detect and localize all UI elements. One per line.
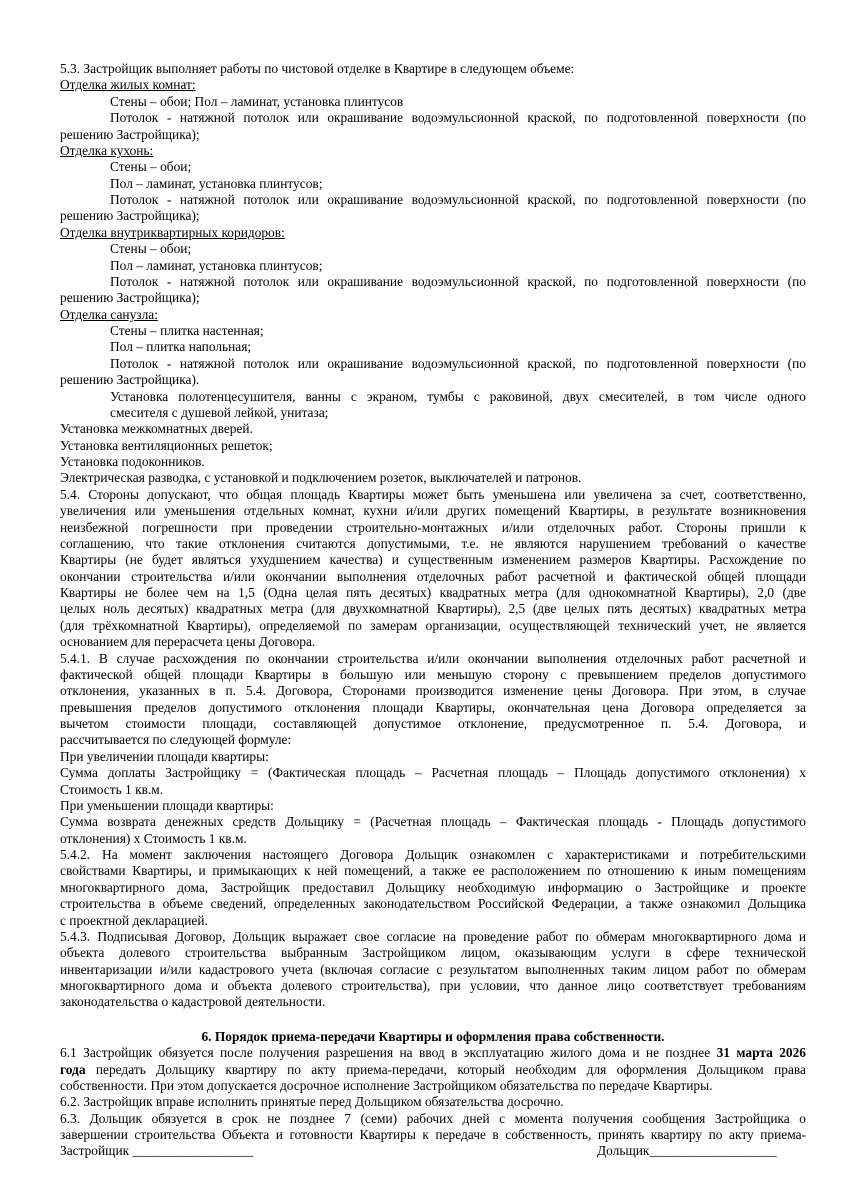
text-line: Стены – плитка настенная; xyxy=(110,323,264,338)
paragraph-6-1-line: года передать Дольщику квартиру по акту приема-передачи, который необходим для оформления Дольщиком права xyxy=(60,1061,806,1077)
text-line: смесителя с душевой лейкой, унитаза; xyxy=(110,404,329,420)
text-line: вычетом стоимости площади, составляющей допустимое отклонение, предусмотренное п. 5.4. Договора, и xyxy=(60,716,806,731)
text-line: Квартиры не более чем на 1,5 (Одна целая пять десятых) квадратных метра (для однокомнатной Квартиры), 2,0 (две xyxy=(60,585,806,600)
text-line: Стоимость 1 кв.м. xyxy=(60,781,164,797)
paragraph-6-3-line: завершении строительства Объекта и готовности Квартиры к передаче в собственность, принять квартиру по акту приема- xyxy=(60,1127,806,1142)
paragraph-6-1-line: собственности. При этом допускается досрочное исполнение Застройщиком обязательства по передаче Квартиры. xyxy=(60,1077,713,1093)
section-5-body xyxy=(60,61,806,1011)
text-line: При увеличении площади квартиры: xyxy=(60,748,269,764)
text-line: Стены – обои; Пол – ламинат, установка плинтусов xyxy=(110,93,404,109)
text-line: свойствами Квартиры, и примыкающих к ней помещений, а также ее расположением по отношению к иным помещениям xyxy=(60,863,806,879)
text-line: Сумма доплаты Застройщику = (Фактическая площадь – Расчетная площадь – Площадь допустимого отклонения) x xyxy=(60,765,806,781)
subsection-heading: Отделка кухонь: xyxy=(60,142,154,158)
subsection-heading: Отделка санузла: xyxy=(60,306,158,322)
text-line: Сумма возврата денежных средств Дольщику = (Расчетная площадь – Фактическая площадь - Площадь допустимого xyxy=(60,814,806,830)
text-line: основанием для перерасчета цены Договора. xyxy=(60,634,316,650)
text-line: законодательства о кадастровой деятельности. xyxy=(60,994,326,1010)
text-line: решению Застройщика); xyxy=(60,126,200,142)
text-line: Установка межкомнатных дверей. xyxy=(60,421,253,437)
paragraph-6-1-line: 6.1 Застройщик обязуется после получения разрешения на ввод в эксплуатацию жилого дома и не позднее 31 марта 2026 xyxy=(60,1045,806,1061)
text-line: отклонения) x Стоимость 1 кв.м. xyxy=(60,830,247,846)
text-line: инвентаризации и/или кадастрового учета (включая согласие с результатом выполненных таким лицом работ по обмерам xyxy=(60,961,806,977)
signature-row xyxy=(60,1143,806,1160)
developer-signature: Застройщик __________________ xyxy=(60,1143,254,1159)
text-line: объекта долевого строительства выбранным Застройщиком лицом, оказывающим услуги в сфере технической xyxy=(60,945,806,961)
text-line: соглашению, что такие отклонения считаются допустимыми, т.е. не являются нарушением требований о качестве xyxy=(60,535,806,551)
text-line: Потолок - натяжной потолок или окрашивание водоэмульсионной краской, по подготовленной поверхности (по xyxy=(110,110,806,126)
text-line: Стены – обои; xyxy=(110,159,192,175)
text-line: отклонения, указанных в п. 5.4. Договора, Сторонами производится изменение цены Договора. При этом, в случае xyxy=(60,683,806,699)
text-line: Потолок - натяжной потолок или окрашивание водоэмульсионной краской, по подготовленной поверхности (по xyxy=(110,273,806,289)
text-line: многоквартирного дома и объекта долевого строительства), при условии, что данное лицо соответствует требованиям xyxy=(60,978,806,993)
text-line: неизбежной погрешности при проведении строительно-монтажных и/или отделочных работ. Стороны пришли к xyxy=(60,519,806,535)
text-line: Электрическая разводка, с установкой и подключением розеток, выключателей и патронов. xyxy=(60,470,582,486)
text-line: 5.3. Застройщик выполняет работы по чистовой отделке в Квартире в следующем объеме: xyxy=(60,61,575,76)
text-line: фактической общей площади Квартиры в большую или меньшую сторону с превышением пределов допустимого xyxy=(60,666,806,682)
document-page xyxy=(60,61,806,1160)
text-line: 5.4.3. Подписывая Договор, Дольщик выражает свое согласие на проведение работ по обмерам многоквартирного дома и xyxy=(60,928,806,944)
text-line: превышения пределов допустимого отклонения площади Квартиры, окончательная цена Договора определяется за xyxy=(60,699,806,715)
text-line: многоквартирного дома, Застройщик предоставил Дольщику необходимую информацию о Застройщике и проекте xyxy=(60,879,806,895)
shareholder-signature: Дольщик___________________ xyxy=(597,1143,777,1159)
subsection-heading: Отделка внутриквартирных коридоров: xyxy=(60,224,285,240)
text-line: Пол – плитка напольная; xyxy=(110,339,252,355)
paragraph-6-3-line: 6.3. Дольщик обязуется в срок не позднее 7 (семи) рабочих дней с момента получения сообщения Застройщика о xyxy=(60,1110,806,1126)
text-line: Квартиры (не будет являться ухудшением качества) и существенным изменением размеров Квартиры. Расхождение по xyxy=(60,552,806,568)
text-line: Пол – ламинат, установка плинтусов; xyxy=(110,257,323,273)
text-line: Установка полотенцесушителя, ванны с экраном, тумбы с раковиной, двух смесителей, в том числе одного xyxy=(110,388,806,404)
text-line: рассчитывается по следующей формуле: xyxy=(60,732,292,748)
paragraph-6-2: 6.2. Застройщик вправе исполнить принятые перед Дольщиком обязательства досрочно. xyxy=(60,1094,564,1110)
text-line: окончании строительства и/или окончании выполнения отделочных работ расчетной и фактической общей площади xyxy=(60,568,806,584)
text-line: При уменьшении площади квартиры: xyxy=(60,797,274,813)
text-line: решению Застройщика); xyxy=(60,208,200,224)
text-line: целых ноль десятых) квадратных метра (для двухкомнатной Квартиры), 2,5 (две целых пять десятых) квадратных метра xyxy=(60,601,806,617)
text-line: 5.4. Стороны допускают, что общая площадь Квартиры может быть уменьшена или увеличена за счет, соответственно, xyxy=(60,486,806,502)
text-line: увеличения или уменьшения отдельных комнат, кухни и/или других помещений Квартиры, в результате возникновения xyxy=(60,503,806,519)
text-line: с проектной декларацией. xyxy=(60,912,208,928)
text-line: Потолок - натяжной потолок или окрашивание водоэмульсионной краской, по подготовленной поверхности (по xyxy=(110,355,806,371)
text-line: Установка вентиляционных решеток; xyxy=(60,437,273,453)
subsection-heading: Отделка жилых комнат: xyxy=(60,77,196,93)
text-line: (для трёхкомнатной Квартиры), определяемой по замерам организации, осуществляющей технический учет, не является xyxy=(60,617,806,633)
text-line: Пол – ламинат, установка плинтусов; xyxy=(110,175,323,191)
text-line: Установка подоконников. xyxy=(60,454,205,469)
text-line: решению Застройщика). xyxy=(60,372,200,388)
text-line: решению Застройщика); xyxy=(60,290,200,306)
text-line: строительства в объеме сведений, определенных законодательством Российской Федерации, а также ознакомил Дольщика xyxy=(60,896,806,912)
text-line: 5.4.2. На момент заключения настоящего Договора Дольщик ознакомлен с характеристиками и потребительскими xyxy=(60,847,806,862)
text-line: Стены – обои; xyxy=(110,241,192,257)
section-6-heading: 6. Порядок приема-передачи Квартиры и оформления права собственности. xyxy=(201,1028,665,1044)
text-line: 5.4.1. В случае расхождения по окончании строительства и/или окончании выполнения отделочных работ расчетной и xyxy=(60,650,806,666)
text-line: Потолок - натяжной потолок или окрашивание водоэмульсионной краской, по подготовленной поверхности (по xyxy=(110,192,806,207)
